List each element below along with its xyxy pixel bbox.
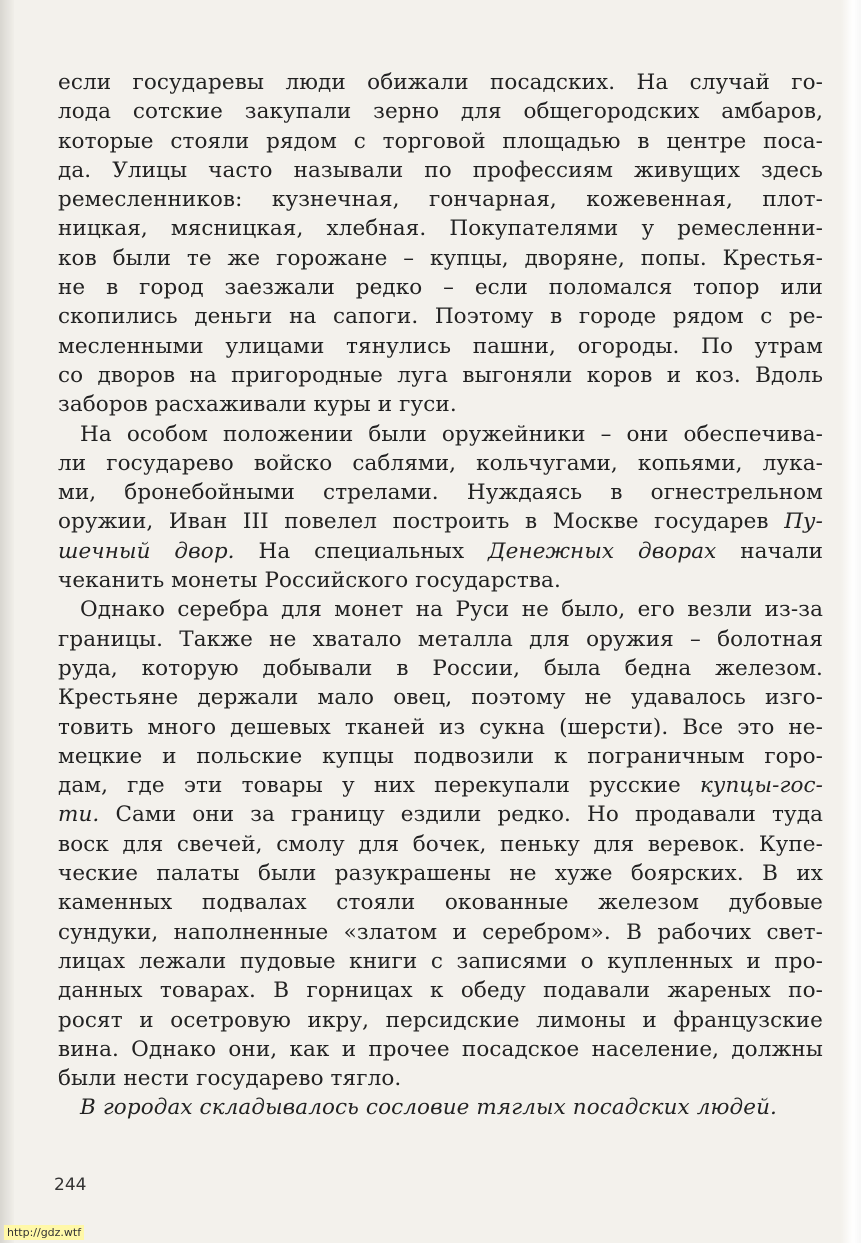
- text-line: [58, 68, 823, 97]
- text-run: сундуки, наполненные «златом и серебром». В рабочих свет-: [58, 919, 823, 945]
- text-line: [58, 449, 823, 478]
- text-run: ницкая, мясницкая, хлебная. Покупателями у ремесленни-: [58, 216, 823, 242]
- text-line: [58, 244, 823, 273]
- text-run: да. Улицы часто называли по профессиям живущих здесь: [58, 157, 823, 183]
- text-line: [58, 625, 823, 654]
- paragraph: [58, 595, 823, 1093]
- text-line: [58, 742, 823, 771]
- scan-edge-right: [841, 0, 861, 1243]
- text-run: границы. Также не хватало металла для оружия – болотная: [58, 626, 823, 652]
- italic-term: В городах складывалось сословие тяглых посадских людей.: [80, 1095, 777, 1121]
- watermark-link[interactable]: http://gdz.wtf: [4, 1225, 84, 1240]
- text-run: Однако серебра для монет на Руси не было, его везли из-за: [80, 597, 823, 623]
- text-line: [58, 918, 823, 947]
- text-line: [58, 1064, 823, 1093]
- italic-term: Денежных дворах: [488, 538, 717, 564]
- italic-term: купцы-гос-: [699, 773, 823, 799]
- text-line: [58, 537, 823, 566]
- text-line: [58, 654, 823, 683]
- text-run: месленными улицами тянулись пашни, огороды. По утрам: [58, 333, 823, 359]
- text-run: данных товарах. В горницах к обеду подавали жареных по-: [58, 978, 823, 1004]
- text-run: которые стояли рядом с торговой площадью в центре поса-: [58, 128, 823, 154]
- text-line: [58, 859, 823, 888]
- text-run: росят и осетровую икру, персидские лимоны и французские: [58, 1007, 823, 1033]
- text-line: [58, 214, 823, 243]
- text-run: дам, где эти товары у них перекупали русские: [58, 773, 700, 799]
- text-run: лода сотские закупали зерно для общегородских амбаров,: [58, 99, 823, 125]
- text-line: [58, 185, 823, 214]
- page-number: 244: [54, 1175, 87, 1195]
- text-line: [58, 947, 823, 976]
- text-run: скопились деньги на сапоги. Поэтому в городе рядом с ре-: [58, 304, 823, 330]
- text-line: [58, 683, 823, 712]
- italic-term: шечный двор.: [58, 538, 235, 564]
- italic-term: ти.: [58, 802, 100, 828]
- text-line: [58, 390, 823, 419]
- text-run: мецкие и польские купцы подвозили к пограничным горо-: [58, 743, 823, 769]
- text-run: не в город заезжали редко – если поломался топор или: [58, 275, 823, 301]
- text-run: ческие палаты были разукрашены не хуже боярских. В их: [58, 861, 823, 887]
- text-line: [58, 332, 823, 361]
- text-line: [58, 1006, 823, 1035]
- text-line: [58, 507, 823, 536]
- text-run: ремесленников: кузнечная, гончарная, кожевенная, плот-: [58, 187, 823, 213]
- text-line: [58, 361, 823, 390]
- text-line: [58, 302, 823, 331]
- text-line: [58, 97, 823, 126]
- text-line: [58, 771, 823, 800]
- text-run: каменных подвалах стояли окованные железом дубовые: [58, 890, 823, 916]
- text-run: ли государево войско саблями, кольчугами, копьями, лука-: [58, 450, 823, 476]
- text-run: воск для свечей, смолу для бочек, пеньку для веревок. Купе-: [58, 831, 823, 857]
- text-line: [58, 976, 823, 1005]
- text-run: со дворов на пригородные луга выгоняли коров и коз. Вдоль: [58, 362, 823, 388]
- text-line: [58, 713, 823, 742]
- text-run: Крестьяне держали мало овец, поэтому не удавалось изго-: [58, 685, 823, 711]
- text-line: [58, 566, 823, 595]
- text-run: Сами они за границу ездили редко. Но продавали туда: [99, 802, 823, 828]
- page-body-text: [58, 68, 823, 1123]
- text-line: [58, 595, 823, 624]
- text-line: [58, 830, 823, 859]
- text-run: если государевы люди обижали посадских. На случай го-: [58, 70, 823, 95]
- text-run: вина. Однако они, как и прочее посадское население, должны: [58, 1036, 823, 1062]
- paragraph: [58, 420, 823, 596]
- paragraph: [58, 68, 823, 420]
- text-line: [58, 156, 823, 185]
- text-run: ков были те же горожане – купцы, дворяне, попы. Крестья-: [58, 245, 823, 271]
- text-line: [58, 127, 823, 156]
- text-run: На специальных: [234, 538, 489, 564]
- text-line: [58, 888, 823, 917]
- scan-edge-left: [0, 0, 14, 1243]
- text-line: [58, 1035, 823, 1064]
- text-run: На особом положении были оружейники – они обеспечива-: [80, 421, 823, 447]
- text-line: [58, 1093, 823, 1122]
- text-run: начали: [716, 538, 824, 564]
- text-line: [58, 478, 823, 507]
- text-line: [58, 420, 823, 449]
- text-run: заборов расхаживали куры и гуси.: [58, 392, 457, 418]
- text-line: [58, 800, 823, 829]
- text-run: были нести государево тягло.: [58, 1066, 402, 1092]
- text-line: [58, 273, 823, 302]
- text-run: оружии, Иван III повелел построить в Москве государев: [58, 509, 785, 535]
- text-run: руда, которую добывали в России, была бедна железом.: [58, 655, 823, 681]
- text-run: товить много дешевых тканей из сукна (шерсти). Все это не-: [58, 714, 823, 740]
- italic-term: Пу-: [784, 509, 823, 535]
- paragraph-conclusion: [58, 1093, 823, 1122]
- text-run: ми, бронебойными стрелами. Нуждаясь в огнестрельном: [58, 480, 823, 506]
- text-run: лицах лежали пудовые книги с записями о купленных и про-: [58, 948, 823, 974]
- text-run: чеканить монеты Российского государства.: [58, 568, 561, 594]
